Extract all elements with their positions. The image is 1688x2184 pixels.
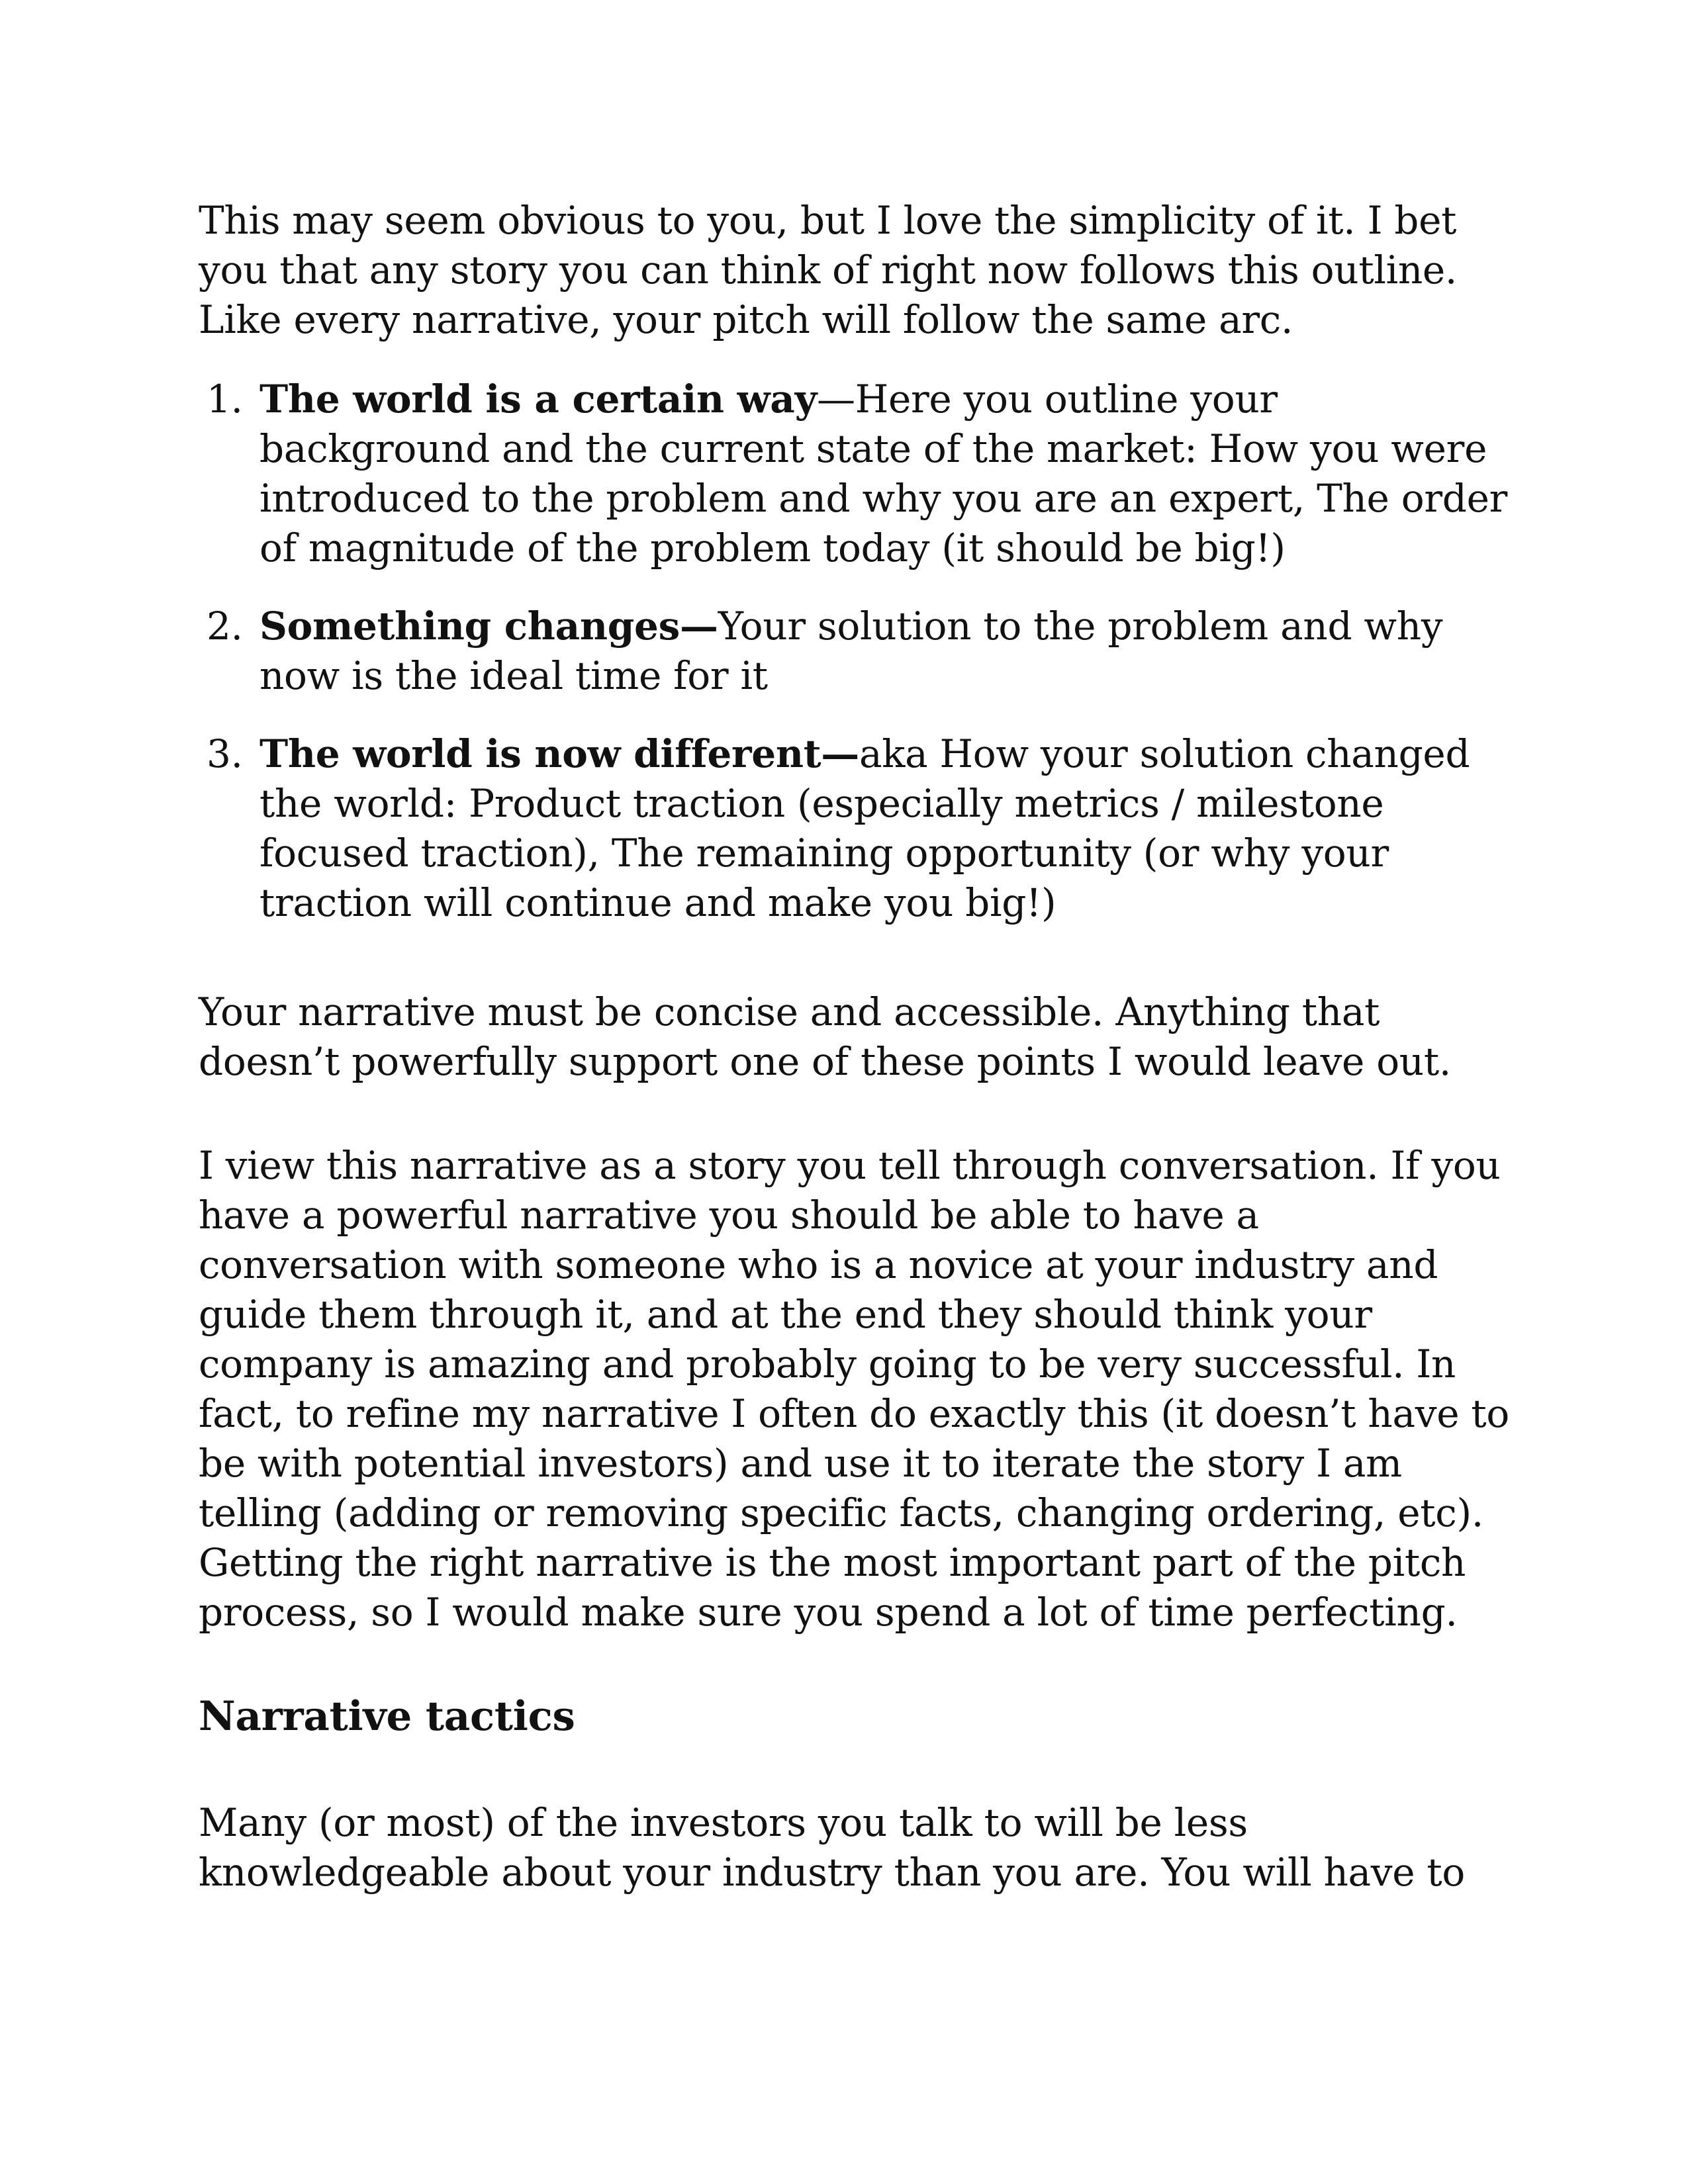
list-term: Something changes (259, 604, 680, 649)
list-text: aka How your solution changed the world: Product traction (especially metrics / milestone focused traction), The remaining opportunity (or why your traction will continue and make you big!) (259, 731, 1470, 925)
list-number: 3. (207, 731, 243, 776)
list-term: The world is a certain way (259, 377, 817, 422)
tactics-paragraph: Many (or most) of the investors you talk to will be less knowledgeable about your industry than you are. You will have to (199, 1800, 1466, 1895)
em-dash: — (680, 604, 718, 649)
list-item (199, 729, 1509, 928)
narrative-arc-list (199, 375, 1509, 928)
concise-paragraph: Your narrative must be concise and accessible. Anything that doesn’t powerfully support one of these points I would leave out. (199, 989, 1452, 1084)
conversation-paragraph: I view this narrative as a story you tell through conversation. If you have a powerful narrative you should be able to have a conversation with someone who is a novice at your industry and guide them through it, and at the end they should think your company is amazing and probably going to be very successful. In fact, to refine my narrative I often do exactly this (it doesn’t have to be with potential investors) and use it to iterate the story I am telling (adding or removing specific facts, changing ordering, etc). Getting the right narrative is the most important part of the pitch process, so I would make sure you spend a lot of time perfecting. (199, 1143, 1509, 1635)
list-text: Here you outline your background and the current state of the market: How you were introduced to the problem and why you are an expert, The order of magnitude of the problem today (it should be big!) (259, 377, 1508, 570)
intro-paragraph: This may seem obvious to you, but I love the simplicity of it. I bet you that any story you can think of right now follows this outline. Like every narrative, your pitch will follow the same arc. (199, 198, 1458, 342)
list-item (199, 375, 1509, 573)
list-item (199, 602, 1509, 701)
em-dash: — (816, 377, 855, 422)
em-dash: — (821, 731, 859, 776)
list-number: 2. (207, 604, 243, 649)
list-term: The world is now different (259, 731, 821, 776)
document-page (199, 196, 1509, 1897)
list-text: Your solution to the problem and why now is the ideal time for it (259, 604, 1443, 698)
list-number: 1. (207, 377, 243, 422)
section-heading: Narrative tactics (199, 1693, 575, 1740)
